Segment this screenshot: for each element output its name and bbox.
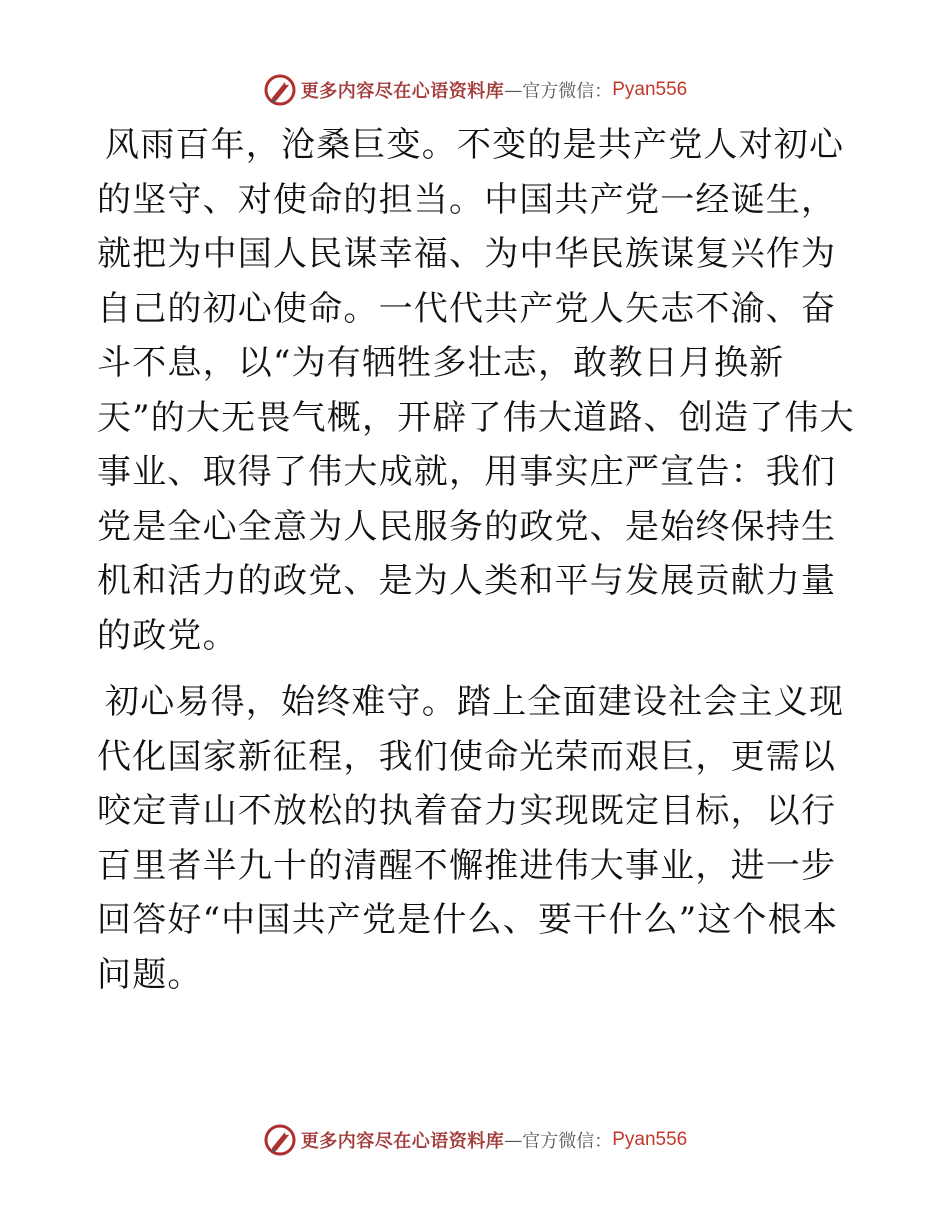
header-banner xyxy=(0,70,950,110)
footer-banner xyxy=(0,1120,950,1160)
pen-logo-icon xyxy=(263,73,297,107)
document-body xyxy=(97,118,857,1002)
pen-logo-icon xyxy=(263,1123,297,1157)
header-wechat-label: 官方微信： xyxy=(522,81,613,102)
footer-dash: — xyxy=(504,1129,523,1151)
header-brand-text: 更多内容尽在心语资料库 xyxy=(300,81,505,102)
footer-wechat-label: 官方微信： xyxy=(522,1131,613,1152)
header-wechat-id: Pyan556 xyxy=(612,79,688,100)
paragraph-1: 风雨百年，沧桑巨变。不变的是共产党人对初心的坚守、对使命的担当。中国共产党一经诞生，就把为中国人民谋幸福、为中华民族谋复兴作为自己的初心使命。一代代共产党人矢志不渝、奋斗不息，以“为有牺牲多壮志，敢教日月换新天”的大无畏气概，开辟了伟大道路、创造了伟大事业、取得了伟大成就，用事实庄严宣告：我们党是全心全意为人民服务的政党、是始终保持生机和活力的政党、是为人类和平与发展贡献力量的政党。 xyxy=(97,125,855,656)
footer-wechat-id: Pyan556 xyxy=(612,1129,688,1150)
paragraph-2: 初心易得，始终难守。踏上全面建设社会主义现代化国家新征程，我们使命光荣而艰巨，更需以咬定青山不放松的执着奋力实现既定目标，以行百里者半九十的清醒不懈推进伟大事业，进一步回答好“中国共产党是什么、要干什么”这个根本问题。 xyxy=(97,682,845,995)
header-dash: — xyxy=(504,79,523,101)
footer-brand-text: 更多内容尽在心语资料库 xyxy=(300,1131,505,1152)
